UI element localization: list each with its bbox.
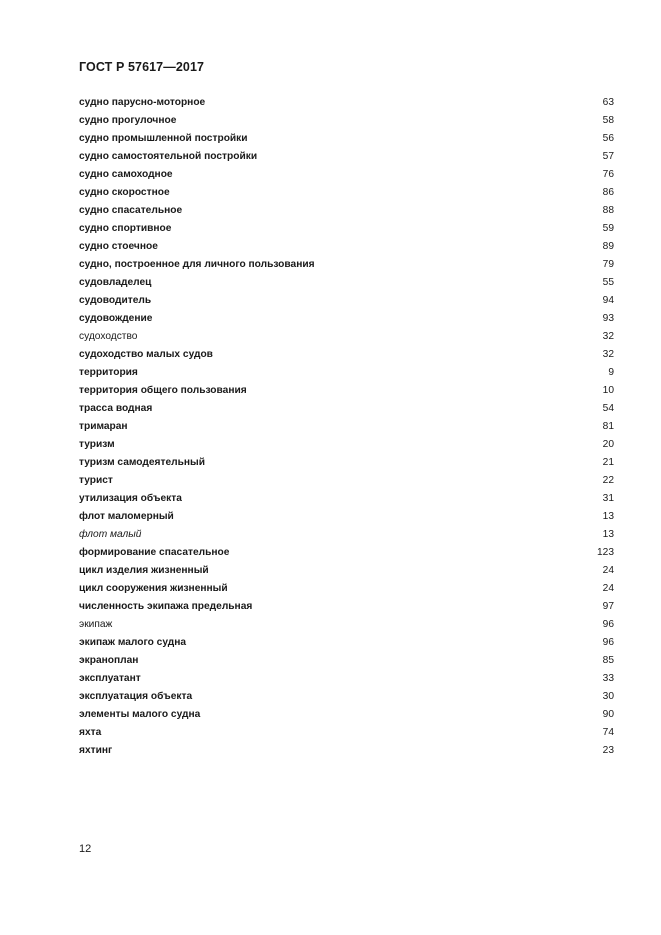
index-page-ref: 74 xyxy=(602,727,614,738)
index-entry xyxy=(79,456,614,474)
index-term: судно промышленной постройки xyxy=(79,133,248,144)
index-page-ref: 93 xyxy=(602,313,614,324)
index-term: эксплуатация объекта xyxy=(79,691,193,702)
index-term: утилизация объекта xyxy=(79,493,182,504)
index-entry xyxy=(79,546,614,564)
index-term: трасса водная xyxy=(79,403,153,414)
index-entry xyxy=(79,528,614,546)
index-page-ref: 32 xyxy=(602,331,614,342)
index-page-ref: 56 xyxy=(602,133,614,144)
index-page-ref: 23 xyxy=(602,745,614,756)
index-entry xyxy=(79,672,614,690)
index-page-ref: 30 xyxy=(602,691,614,702)
index-page-ref: 96 xyxy=(602,619,614,630)
index-entry xyxy=(79,222,614,240)
alphabetical-index xyxy=(79,96,614,762)
index-entry xyxy=(79,564,614,582)
index-entry xyxy=(79,312,614,330)
index-term: яхтинг xyxy=(79,745,113,756)
index-entry xyxy=(79,708,614,726)
index-term: территория общего пользования xyxy=(79,385,247,396)
index-entry xyxy=(79,726,614,744)
index-entry xyxy=(79,384,614,402)
index-term: судно спасательное xyxy=(79,205,183,216)
index-term: экипаж малого судна xyxy=(79,637,187,648)
index-term: судно парусно-моторное xyxy=(79,97,206,108)
index-entry xyxy=(79,276,614,294)
index-page-ref: 90 xyxy=(602,709,614,720)
index-page-ref: 89 xyxy=(602,241,614,252)
index-entry xyxy=(79,96,614,114)
index-page-ref: 54 xyxy=(602,403,614,414)
index-entry xyxy=(79,420,614,438)
index-entry xyxy=(79,474,614,492)
index-term: территория xyxy=(79,367,138,378)
index-entry xyxy=(79,438,614,456)
index-page-ref: 24 xyxy=(602,565,614,576)
index-term: судно, построенное для личного пользования xyxy=(79,259,315,270)
index-entry xyxy=(79,150,614,168)
index-page-ref: 94 xyxy=(602,295,614,306)
index-entry xyxy=(79,186,614,204)
index-entry xyxy=(79,114,614,132)
index-term: экраноплан xyxy=(79,655,139,666)
index-term: судовладелец xyxy=(79,277,152,288)
index-page-ref: 86 xyxy=(602,187,614,198)
index-term: численность экипажа предельная xyxy=(79,601,253,612)
index-term: экипаж xyxy=(79,619,113,630)
index-term: туризм самодеятельный xyxy=(79,457,205,468)
index-entry xyxy=(79,744,614,762)
index-term: судно стоечное xyxy=(79,241,158,252)
index-term: судовождение xyxy=(79,313,153,324)
index-page-ref: 10 xyxy=(602,385,614,396)
index-term: эксплуатант xyxy=(79,673,141,684)
index-entry xyxy=(79,690,614,708)
index-page-ref: 79 xyxy=(602,259,614,270)
index-term: судоходство малых судов xyxy=(79,349,213,360)
index-term: судоводитель xyxy=(79,295,152,306)
index-entry xyxy=(79,492,614,510)
index-page-ref: 81 xyxy=(602,421,614,432)
index-entry xyxy=(79,582,614,600)
index-page-ref: 32 xyxy=(602,349,614,360)
index-entry xyxy=(79,636,614,654)
index-entry xyxy=(79,204,614,222)
index-term: судно самоходное xyxy=(79,169,173,180)
index-entry xyxy=(79,132,614,150)
index-entry xyxy=(79,168,614,186)
index-term: судно самостоятельной постройки xyxy=(79,151,258,162)
index-page-ref: 24 xyxy=(602,583,614,594)
index-term: флот малый xyxy=(79,529,142,540)
index-page-ref: 33 xyxy=(602,673,614,684)
index-page-ref: 21 xyxy=(602,457,614,468)
index-entry xyxy=(79,330,614,348)
index-page-ref: 22 xyxy=(602,475,614,486)
index-page-ref: 57 xyxy=(602,151,614,162)
index-entry xyxy=(79,600,614,618)
index-entry xyxy=(79,618,614,636)
index-page-ref: 31 xyxy=(602,493,614,504)
index-entry xyxy=(79,654,614,672)
index-term: яхта xyxy=(79,727,102,738)
index-term: судно прогулочное xyxy=(79,115,177,126)
index-term: тримаран xyxy=(79,421,128,432)
index-page-ref: 59 xyxy=(602,223,614,234)
index-term: судоходство xyxy=(79,331,138,342)
index-term: туризм xyxy=(79,439,115,450)
index-page-ref: 9 xyxy=(608,367,614,378)
index-entry xyxy=(79,366,614,384)
index-term: элементы малого судна xyxy=(79,709,201,720)
index-entry xyxy=(79,348,614,366)
index-term: турист xyxy=(79,475,113,486)
index-term: цикл изделия жизненный xyxy=(79,565,209,576)
index-page-ref: 85 xyxy=(602,655,614,666)
index-page-ref: 76 xyxy=(602,169,614,180)
index-page-ref: 88 xyxy=(602,205,614,216)
index-term: судно спортивное xyxy=(79,223,172,234)
index-page-ref: 123 xyxy=(597,547,614,558)
index-term: цикл сооружения жизненный xyxy=(79,583,228,594)
index-page-ref: 97 xyxy=(602,601,614,612)
index-page-ref: 20 xyxy=(602,439,614,450)
index-page-ref: 63 xyxy=(602,97,614,108)
index-entry xyxy=(79,240,614,258)
page-number: 12 xyxy=(79,843,92,855)
index-entry xyxy=(79,258,614,276)
index-term: формирование спасательное xyxy=(79,547,230,558)
index-term: флот маломерный xyxy=(79,511,174,522)
index-page-ref: 13 xyxy=(602,511,614,522)
index-entry xyxy=(79,294,614,312)
index-page-ref: 58 xyxy=(602,115,614,126)
index-page-ref: 55 xyxy=(602,277,614,288)
index-term: судно скоростное xyxy=(79,187,170,198)
index-page-ref: 13 xyxy=(602,529,614,540)
index-entry xyxy=(79,510,614,528)
document-header: ГОСТ Р 57617—2017 xyxy=(79,60,205,74)
index-entry xyxy=(79,402,614,420)
index-page-ref: 96 xyxy=(602,637,614,648)
